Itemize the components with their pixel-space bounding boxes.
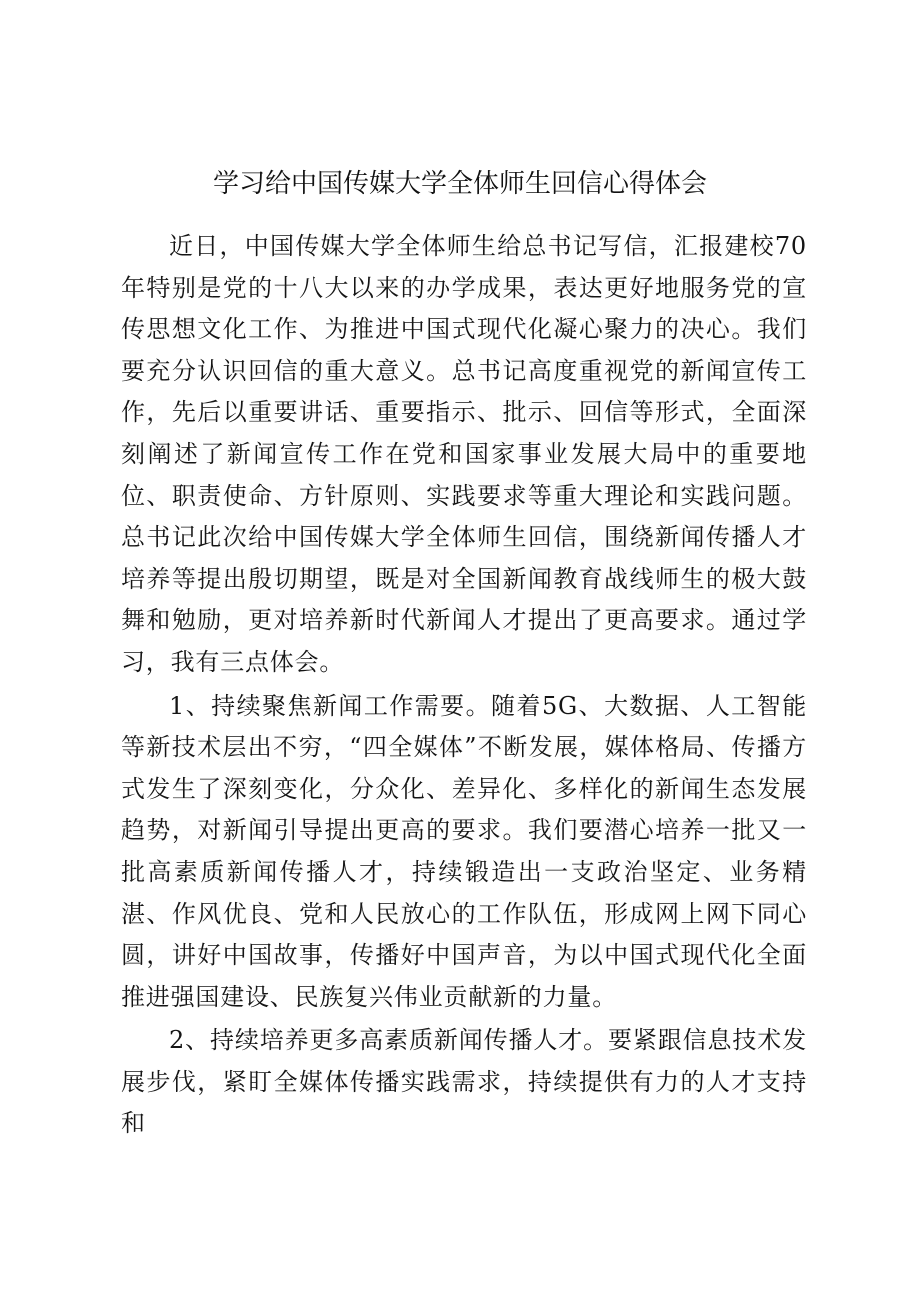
document-title: 学习给中国传媒大学全体师生回信心得体会	[212, 169, 707, 199]
paragraph-intro: 近日，中国传媒大学全体师生给总书记写信，汇报建校70年特别是党的十八大以来的办学成果，表达更好地服务党的宣传思想文化工作、为推进中国式现代化凝心聚力的决心。我们要充分认识回信的重大意义。总书记高度重视党的新闻宣传工作，先后以重要讲话、重要指示、批示、回信等形式，全面深刻阐述了新闻宣传工作在党和国家事业发展大局中的重要地位、职责使命、方针原则、实践要求等重大理论和实践问题。总书记此次给中国传媒大学全体师生回信，围绕新闻传播人才培养等提出殷切期望，既是对全国新闻教育战线师生的极大鼓舞和勉励，更对培养新时代新闻人才提出了更高要求。通过学习，我有三点体会。	[121, 232, 807, 676]
document-body	[121, 226, 807, 1147]
paragraph-point-1: 1、持续聚焦新闻工作需要。随着5G、大数据、人工智能等新技术层出不穷，“四全媒体”不断发展，媒体格局、传播方式发生了深刻变化，分众化、差异化、多样化的新闻生态发展趋势，对新闻引导提出更高的要求。我们要潜心培养一批又一批高素质新闻传播人才，持续锻造出一支政治坚定、业务精湛、作风优良、党和人民放心的工作队伍，形成网上网下同心圆，讲好中国故事，传播好中国声音，为以中国式现代化全面推进强国建设、民族复兴伟业贡献新的力量。	[121, 691, 807, 1011]
paragraph-point-2: 2、持续培养更多高素质新闻传播人才。要紧跟信息技术发展步伐，紧盯全媒体传播实践需求，持续提供有力的人才支持和	[121, 1026, 807, 1138]
